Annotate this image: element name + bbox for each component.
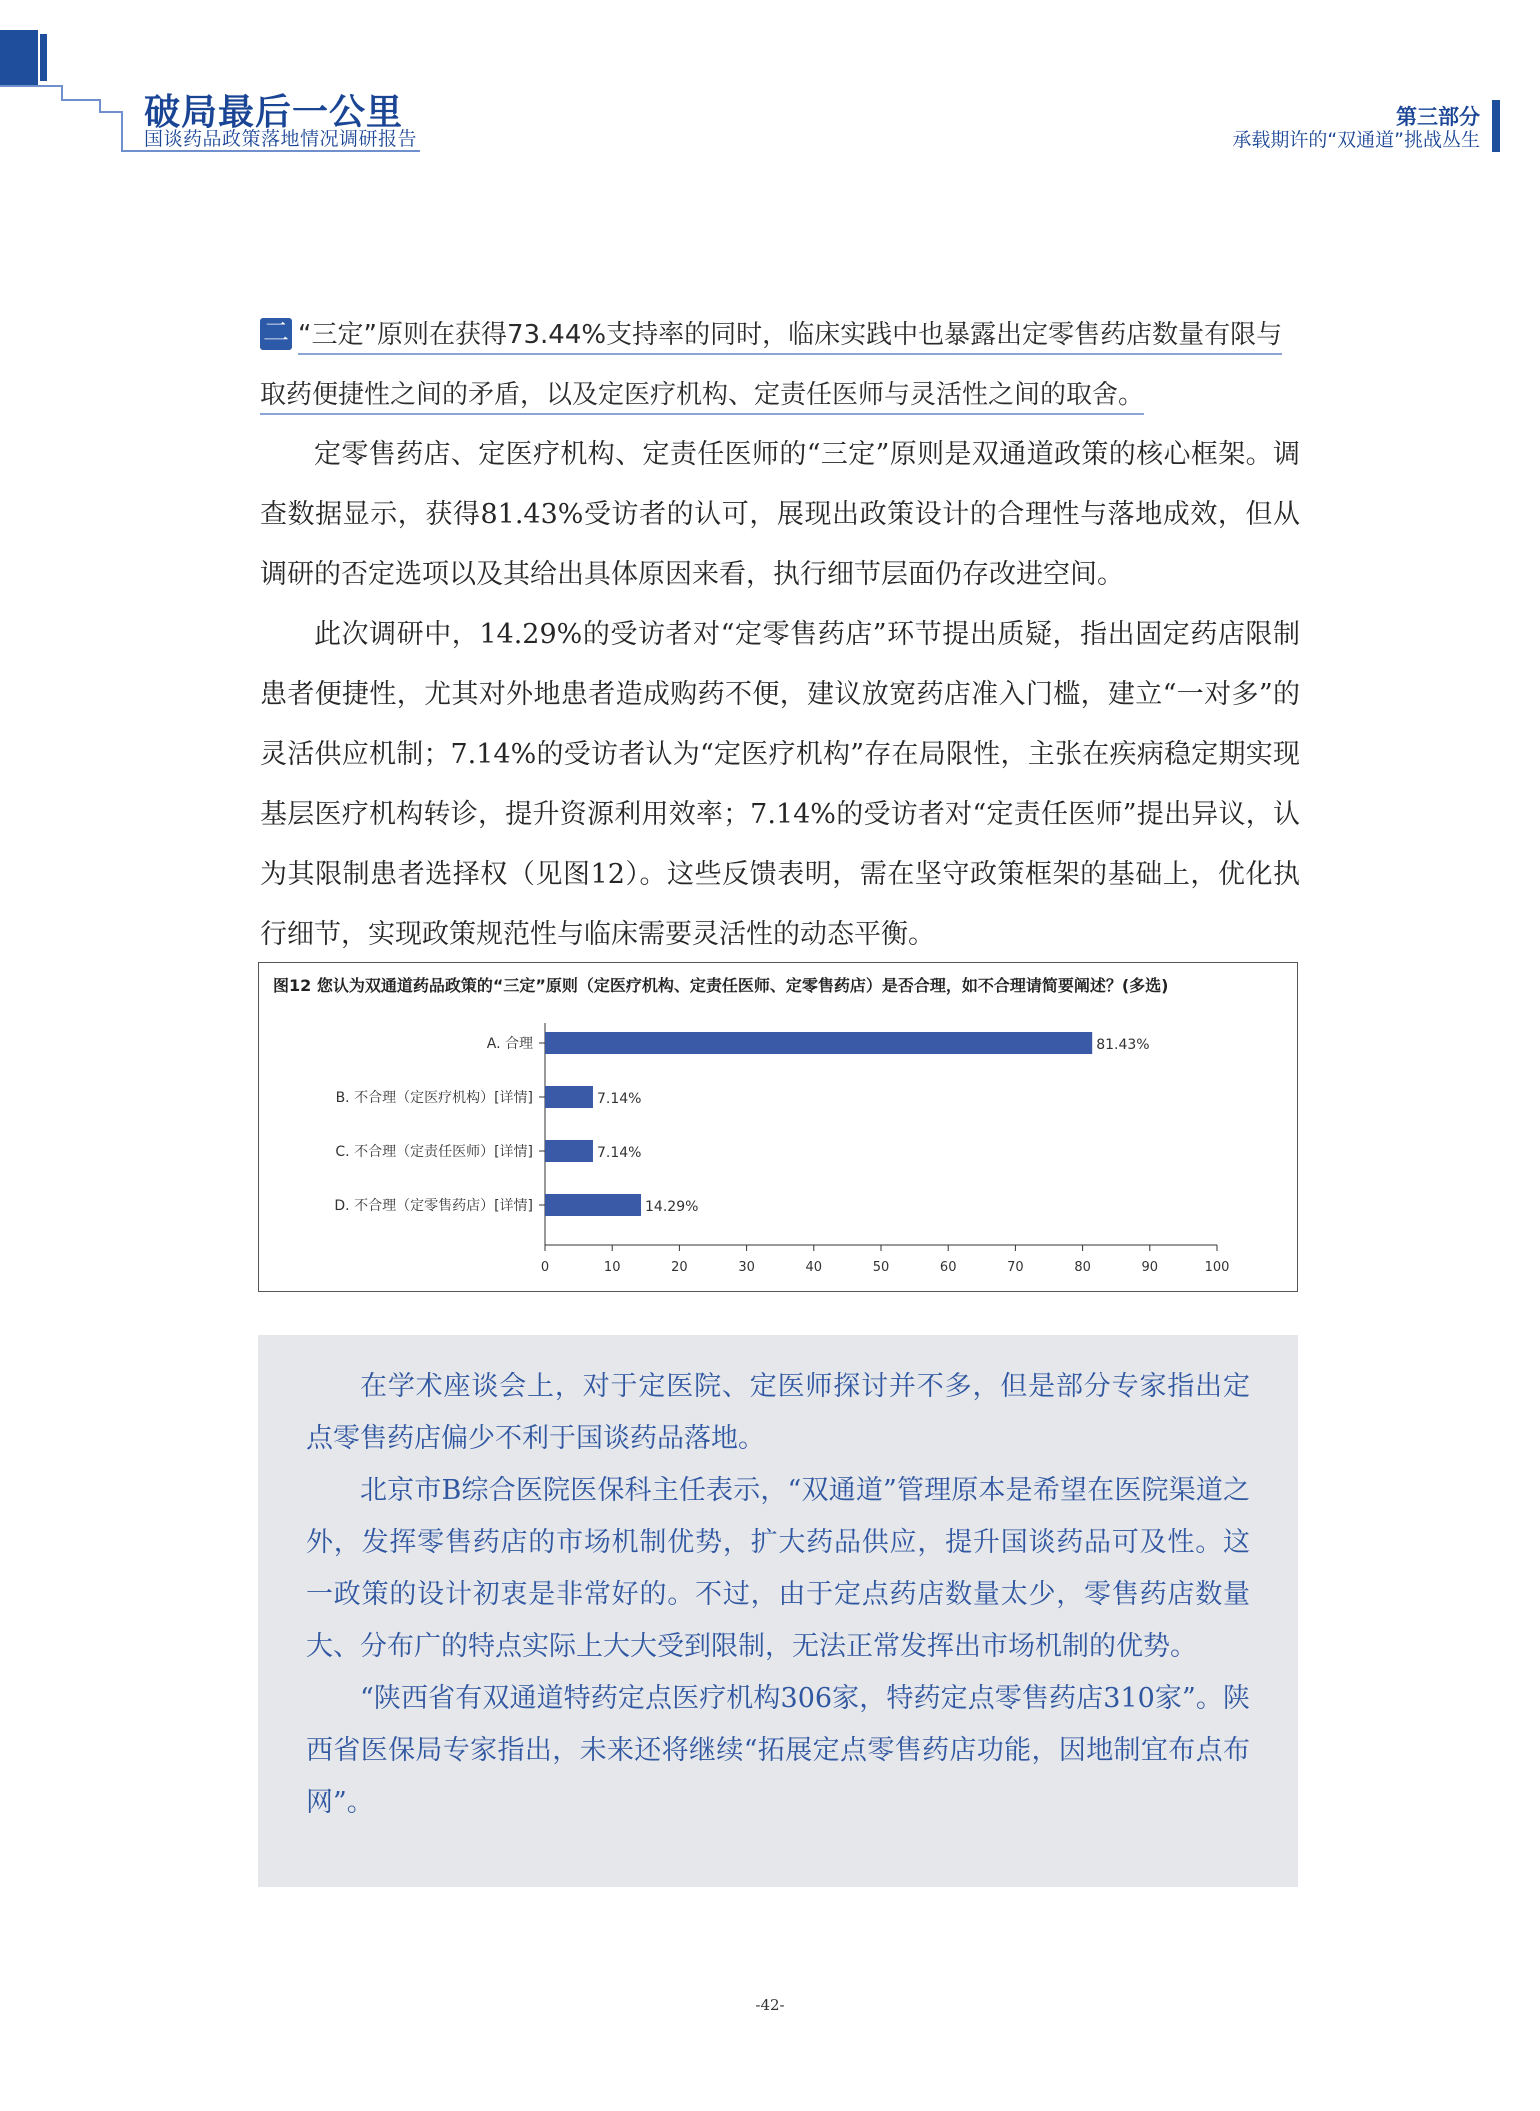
body-paragraph-1: 定零售药店、定医疗机构、定责任医师的“三定”原则是双通道政策的核心框架。调查数据显示，获得81.43%受访者的认可，展现出政策设计的合理性与落地成效，但从调研的否定选项以及其给出具体原因来看，执行细节层面仍存改进空间。	[260, 439, 1300, 590]
header-accent-bar	[1492, 100, 1500, 152]
x-tick-label: 10	[603, 1260, 621, 1275]
x-tick-label: 60	[939, 1260, 957, 1275]
bar	[545, 1032, 1092, 1054]
section-part-subtitle: 承载期许的“双通道”挑战丛生	[1232, 129, 1480, 151]
category-label: B. 不合理（定医疗机构）[详情]	[335, 1090, 533, 1106]
bar	[545, 1086, 593, 1108]
value-label: 14.29%	[645, 1199, 699, 1215]
figure-title: 图12 您认为双通道药品政策的“三定”原则（定医疗机构、定责任医师、定零售药店）是否合理，如不合理请简要阐述？(多选)	[273, 976, 1169, 995]
main-content	[260, 305, 1300, 965]
x-tick-label: 30	[738, 1260, 755, 1275]
bar	[545, 1194, 641, 1216]
lead-heading	[260, 305, 1300, 425]
x-tick-label: 70	[1007, 1260, 1024, 1275]
quote-paragraph-2: 北京市B综合医院医保科主任表示，“双通道”管理原本是希望在医院渠道之外，发挥零售药店的市场机制优势，扩大药品供应，提升国谈药品可及性。这一政策的设计初衷是非常好的。不过，由于定点药店数量太少，零售药店数量大、分布广的特点实际上大大受到限制，无法正常发挥出市场机制的优势。	[306, 1475, 1250, 1662]
value-label: 7.14%	[596, 1145, 642, 1161]
bar-chart	[259, 963, 1297, 1291]
category-label: D. 不合理（定零售药店）[详情]	[334, 1198, 533, 1214]
x-tick-label: 50	[872, 1260, 890, 1275]
expert-quote-box	[258, 1335, 1298, 1887]
page-number: -42-	[755, 1996, 785, 2014]
category-label: A. 合理	[486, 1036, 533, 1052]
value-label: 7.14%	[596, 1091, 642, 1107]
x-tick-label: 90	[1141, 1260, 1159, 1275]
report-subtitle: 国谈药品政策落地情况调研报告	[144, 128, 418, 150]
category-label: C. 不合理（定责任医师）[详情]	[335, 1144, 533, 1160]
report-title: 破局最后一公里	[144, 92, 404, 133]
x-tick-label: 40	[805, 1260, 823, 1275]
x-tick-label: 80	[1074, 1260, 1091, 1275]
section-part: 第三部分	[1396, 105, 1480, 129]
figure-12	[258, 962, 1298, 1292]
bar	[545, 1140, 593, 1162]
body-paragraph-2: 此次调研中，14.29%的受访者对“定零售药店”环节提出质疑，指出固定药店限制患者便捷性，尤其对外地患者造成购药不便，建议放宽药店准入门槛，建立“一对多”的灵活供应机制；7.14%的受访者认为“定医疗机构”存在局限性，主张在疾病稳定期实现基层医疗机构转诊，提升资源利用效率；7.14%的受访者对“定责任医师”提出异议，认为其限制患者选择权（见图12）。这些反馈表明，需在坚守政策框架的基础上，优化执行细节，实现政策规范性与临床需要灵活性的动态平衡。	[260, 619, 1300, 950]
quote-paragraph-1: 在学术座谈会上，对于定医院、定医师探讨并不多，但是部分专家指出定点零售药店偏少不利于国谈药品落地。	[306, 1371, 1250, 1454]
x-tick-label: 100	[1204, 1260, 1230, 1275]
x-tick-label: 0	[540, 1260, 550, 1275]
lead-number-badge: 二	[260, 318, 292, 350]
lead-text: “三定”原则在获得73.44%支持率的同时，临床实践中也暴露出定零售药店数量有限与取药便捷性之间的矛盾，以及定医疗机构、定责任医师与灵活性之间的取舍。	[260, 320, 1282, 415]
quote-paragraph-3: “陕西省有双通道特药定点医疗机构306家，特药定点零售药店310家”。陕西省医保局专家指出，未来还将继续“拓展定点零售药店功能，因地制宜布点布网”。	[306, 1683, 1250, 1818]
x-tick-label: 20	[671, 1260, 688, 1275]
value-label: 81.43%	[1096, 1037, 1150, 1053]
